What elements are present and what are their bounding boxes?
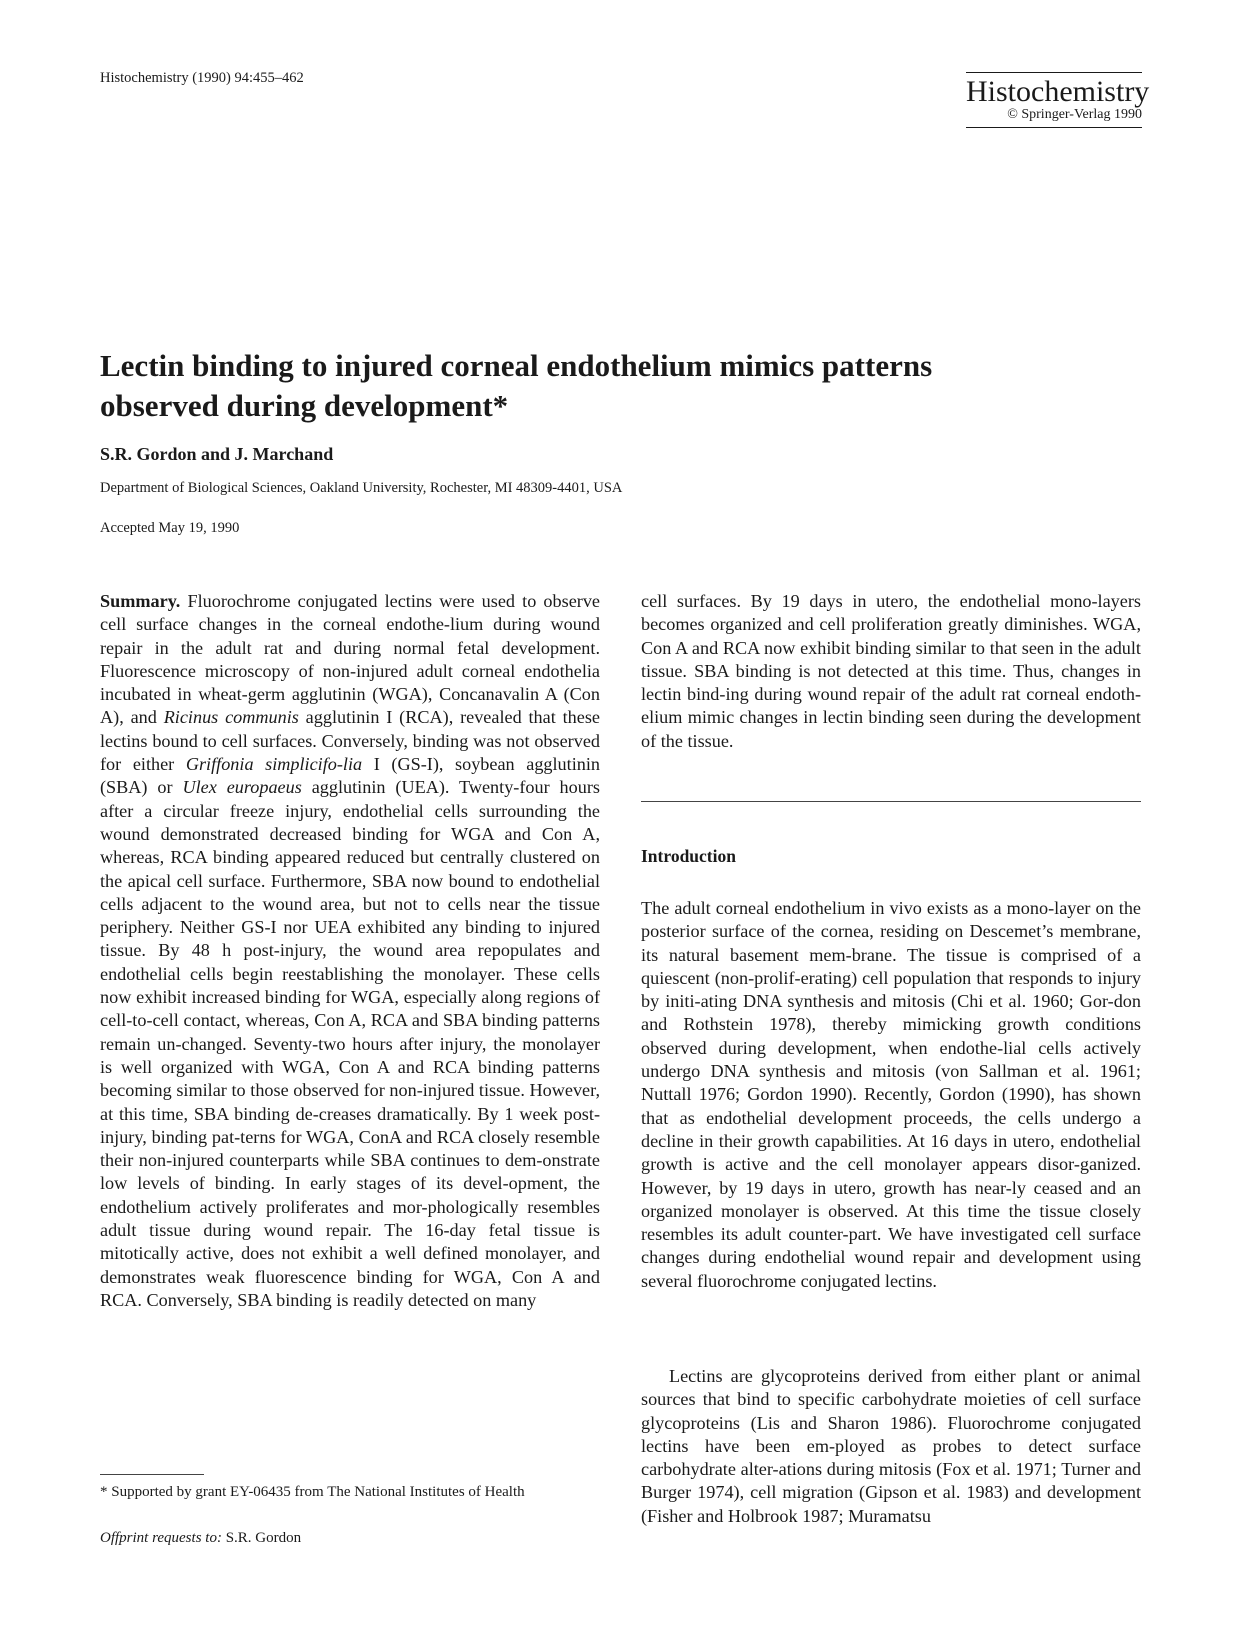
article-title: Lectin binding to injured corneal endothelium mimics patterns observed during development* — [100, 348, 933, 423]
journal-name: Histochemistry — [966, 75, 1150, 108]
summary-text: I (GS-I), soybean agglutinin (SBA) or — [100, 754, 600, 798]
accepted-date: Accepted May 19, 1990 — [100, 520, 240, 536]
offprint-label: Offprint requests to: — [100, 1530, 222, 1546]
journal-masthead — [966, 72, 1150, 128]
offprint-name: S.R. Gordon — [221, 1530, 302, 1546]
summary-text: agglutinin I (RCA), revealed that these lectins bound to cell surfaces. Conversely, binding was not observed for either — [100, 707, 600, 775]
summary-label: Summary. — [100, 591, 181, 611]
masthead-rule-top — [966, 72, 1142, 73]
summary-species-name: Griffonia simplicifo-lia — [185, 754, 363, 775]
summary-species-name: Ricinus communis — [163, 707, 299, 728]
summary-text: agglutinin (UEA). Twenty-four hours after a circular freeze injury, endothelial cells surrounding the wound demonstrated decreased binding for WGA and Con A, whereas, RCA binding appeared reduced but centrally clustered on the apical cell surface. Furthermore, SBA now bound to endothelial cells adjacent to the wound area, but not to cells near the tissue periphery. Neither GS-I nor UEA exhibited any binding to injured tissue. By 48 h post-injury, the wound area repopulates and endothelial cells begin reestablishing the monolayer. These cells now exhibit increased binding for WGA, especially along regions of cell-to-cell contact, whereas, Con A, RCA and SBA binding patterns remain un-changed. Seventy-two hours after injury, the monolayer is well organized with WGA, Con A and RCA binding patterns becoming similar to those observed for non-injured tissue. However, at this time, SBA binding de-creases dramatically. By 1 week post-injury, binding pat-terns for WGA, ConA and RCA closely resemble their non-injured counterparts while SBA continues to dem-onstrate low levels of binding. In early stages of its devel-opment, the endothelium actively proliferates and mor-phologically resembles adult tissue during wound repair. The 16-day fetal tissue is mitotically active, does not exhibit a well defined monolayer, and demonstrates weak fluorescence binding for WGA, Con A and RCA. Conversely, SBA binding is readily detected on many — [100, 777, 600, 1310]
masthead-rule-bottom — [966, 127, 1142, 128]
introduction-heading: Introduction — [641, 846, 736, 866]
summary-species-name: Ulex europaeus — [182, 777, 302, 798]
summary-text: Fluorochrome conjugated lectins were used to observe cell surface changes in the corneal endothe-lium during wound repair in the adult rat and during normal fetal development. Fluorescence microscopy of non-injured adult corneal endothelia incubated in wheat-germ agglutinin (WGA), Concanavalin A (Con A), and — [100, 591, 600, 728]
footnote-rule — [100, 1474, 204, 1475]
funding-footnote: * Supported by grant EY-06435 from The National Institutes of Health — [100, 1484, 525, 1500]
summary-continuation: cell surfaces. By 19 days in utero, the endothelial mono-layers becomes organized and cell proliferation greatly diminishes. WGA, Con A and RCA now exhibit binding similar to that seen in the adult tissue. SBA binding is not detected at this time. Thus, changes in lectin bind-ing during wound repair of the adult rat corneal endoth-elium mimic changes in lectin binding seen during the development of the tissue. — [641, 591, 1141, 751]
section-divider — [641, 801, 1141, 802]
author-affiliation: Department of Biological Sciences, Oakland University, Rochester, MI 48309-4401, USA — [100, 480, 623, 496]
introduction-paragraph: The adult corneal endothelium in vivo exists as a mono-layer on the posterior surface of the cornea, residing on Descemet’s membrane, its natural basement mem-brane. The tissue is comprised of a quiescent (non-prolif-erating) cell population that responds to injury by initi-ating DNA synthesis and mitosis (Chi et al. 1960; Gor-don and Rothstein 1978), thereby mimicking growth conditions observed during development, when endothe-lial cells actively undergo DNA synthesis and mitosis (von Sallman et al. 1961; Nuttall 1976; Gordon 1990). Recently, Gordon (1990), has shown that as endothelial development proceeds, the cells undergo a decline in their growth capabilities. At 16 days in utero, endothelial growth is active and the cell monolayer appears disor-ganized. However, by 19 days in utero, growth has near-ly ceased and an organized monolayer is observed. At this time the tissue closely resembles its adult counter-part. We have investigated cell surface changes during endothelial wound repair and development using several fluorochrome conjugated lectins. — [641, 898, 1141, 1291]
copyright-notice: © Springer-Verlag 1990 — [1007, 107, 1142, 122]
journal-citation: Histochemistry (1990) 94:455–462 — [100, 70, 304, 86]
article-authors: S.R. Gordon and J. Marchand — [100, 444, 334, 464]
offprint-note — [100, 1530, 301, 1547]
introduction-paragraph: Lectins are glycoproteins derived from either plant or animal sources that bind to specific carbohydrate moieties of cell surface glycoproteins (Lis and Sharon 1986). Fluorochrome conjugated lectins have been em-ployed as probes to detect surface carbohydrate alter-ations during mitosis (Fox et al. 1971; Turner and Burger 1974), cell migration (Gipson et al. 1983) and development (Fisher and Holbrook 1987; Muramatsu — [641, 1366, 1141, 1526]
summary-paragraph — [100, 590, 600, 1312]
